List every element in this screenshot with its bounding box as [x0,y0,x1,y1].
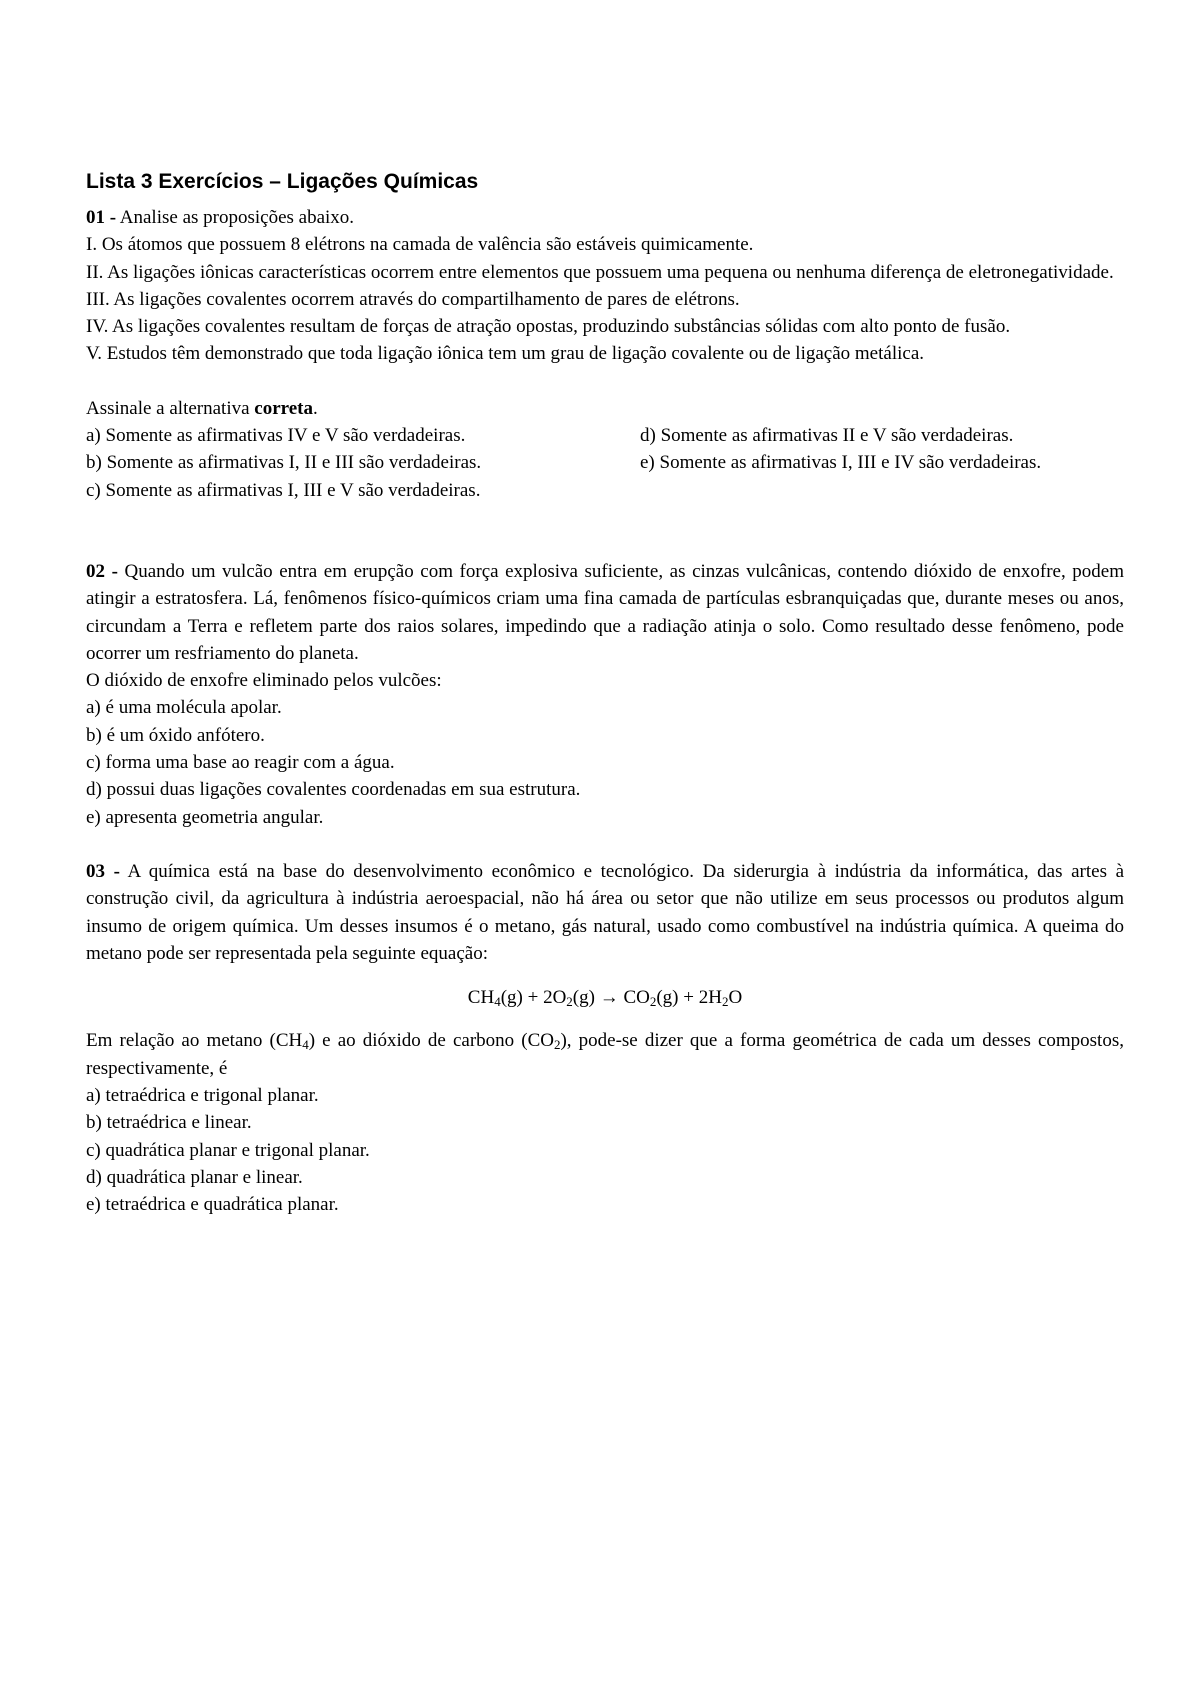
prompt-part: ), pode-se dizer que a forma geométrica de cada um desses compostos, respectivamente, é [86,1030,1124,1079]
question-01 [86,204,1124,504]
option-c: c) forma uma base ao reagir com a água. [86,752,395,774]
option-b: b) Somente as afirmativas I, II e III são verdadeiras. [86,452,482,474]
spacer [86,831,1124,858]
subscript: 2 [649,994,657,1010]
question-intro-text: Analise as proposições abaixo. [116,207,355,228]
question-number: 02 - [86,560,118,582]
option-e: e) tetraédrica e quadrática planar. [86,1194,339,1216]
proposition-iv: IV. As ligações covalentes resultam de forças de atração opostas, produzindo substâncias sólidas com alto ponto de fusão. [86,316,1011,338]
option-d: d) Somente as afirmativas II e V são verdadeiras. [640,425,1014,447]
subscript: 2 [566,994,573,1010]
instruction-emphasis: correta [254,397,314,419]
option-a: a) Somente as afirmativas IV e V são verdadeiras. [86,425,466,447]
equation-term: (g) → CO [572,987,650,1009]
question-prompt [86,1027,1124,1082]
subscript: 2 [553,1037,561,1053]
option-a: a) é uma molécula apolar. [86,697,282,719]
prompt-part: ) e ao dióxido de carbono (CO [308,1030,554,1052]
question-body: A química está na base do desenvolvimento econômico e tecnológico. Da siderurgia à indústria da informática, das artes à construção civil, da agricultura à indústria aeroespacial, não há área ou setor que não utilize em seus processos ou produtos algum insumo de origem química. Um desses insumos é o metano, gás natural, usado como combustível na indústria química. A queima do metano pode ser representada pela seguinte equação: [86,860,1124,964]
option-a: a) tetraédrica e trigonal planar. [86,1085,319,1107]
options-column-left [86,422,570,504]
options-column-right [640,422,1124,504]
option-e: e) apresenta geometria angular. [86,806,324,828]
equation-term: (g) + 2H [656,987,722,1009]
question-number: 01 - [86,207,117,228]
question-02 [86,558,1124,831]
proposition-i: I. Os átomos que possuem 8 elétrons na camada de valência são estáveis quimicamente. [86,234,754,256]
proposition-v: V. Estudos têm demonstrado que toda ligação iônica tem um grau de ligação covalente ou de ligação metálica. [86,343,925,365]
option-c: c) quadrática planar e trigonal planar. [86,1139,370,1161]
equation-term: O [728,987,743,1009]
question-body: Quando um vulcão entra em erupção com força explosiva suficiente, as cinzas vulcânicas, contendo dióxido de enxofre, podem atingir a estratosfera. Lá, fenômenos físico-químicos criam uma fina camada de partículas esbranquiçadas que, durante meses ou anos, circundam a Terra e refletem parte dos raios solares, impedindo que a radiação atinja o solo. Como resultado desse fenômeno, pode ocorrer um resfriamento do planeta. [86,560,1125,664]
instruction-prefix: Assinale a alternativa [86,397,255,419]
equation-term: (g) + 2O [500,987,567,1009]
options-columns [86,422,1124,504]
subscript: 4 [302,1037,309,1053]
option-e: e) Somente as afirmativas I, III e IV são verdadeiras. [640,452,1042,474]
chemical-equation [86,984,1124,1011]
option-b: b) tetraédrica e linear. [86,1112,252,1134]
proposition-ii: II. As ligações iônicas características ocorrem entre elementos que possuem uma pequena ou nenhuma diferença de eletronegatividade. [86,261,1114,283]
question-instruction [86,395,1124,422]
option-c: c) Somente as afirmativas I, III e V são verdadeiras. [86,479,481,501]
equation-term: CH [467,987,495,1009]
question-03 [86,858,1124,1219]
option-d: d) possui duas ligações covalentes coordenadas em sua estrutura. [86,779,581,801]
subscript: 4 [494,994,501,1010]
question-text [86,858,1124,967]
option-b: b) é um óxido anfótero. [86,724,265,746]
question-intro [86,204,1124,231]
question-text [86,558,1124,667]
question-prompt: O dióxido de enxofre eliminado pelos vulcões: [86,670,442,692]
prompt-part: Em relação ao metano (CH [86,1030,303,1052]
question-number: 03 - [86,860,120,882]
proposition-iii: III. As ligações covalentes ocorrem através do compartilhamento de pares de elétrons. [86,288,740,310]
option-d: d) quadrática planar e linear. [86,1166,303,1188]
spacer [86,368,1124,395]
instruction-suffix: . [313,397,318,419]
subscript: 2 [721,994,729,1010]
page-title: Lista 3 Exercícios – Ligações Químicas [86,170,479,193]
